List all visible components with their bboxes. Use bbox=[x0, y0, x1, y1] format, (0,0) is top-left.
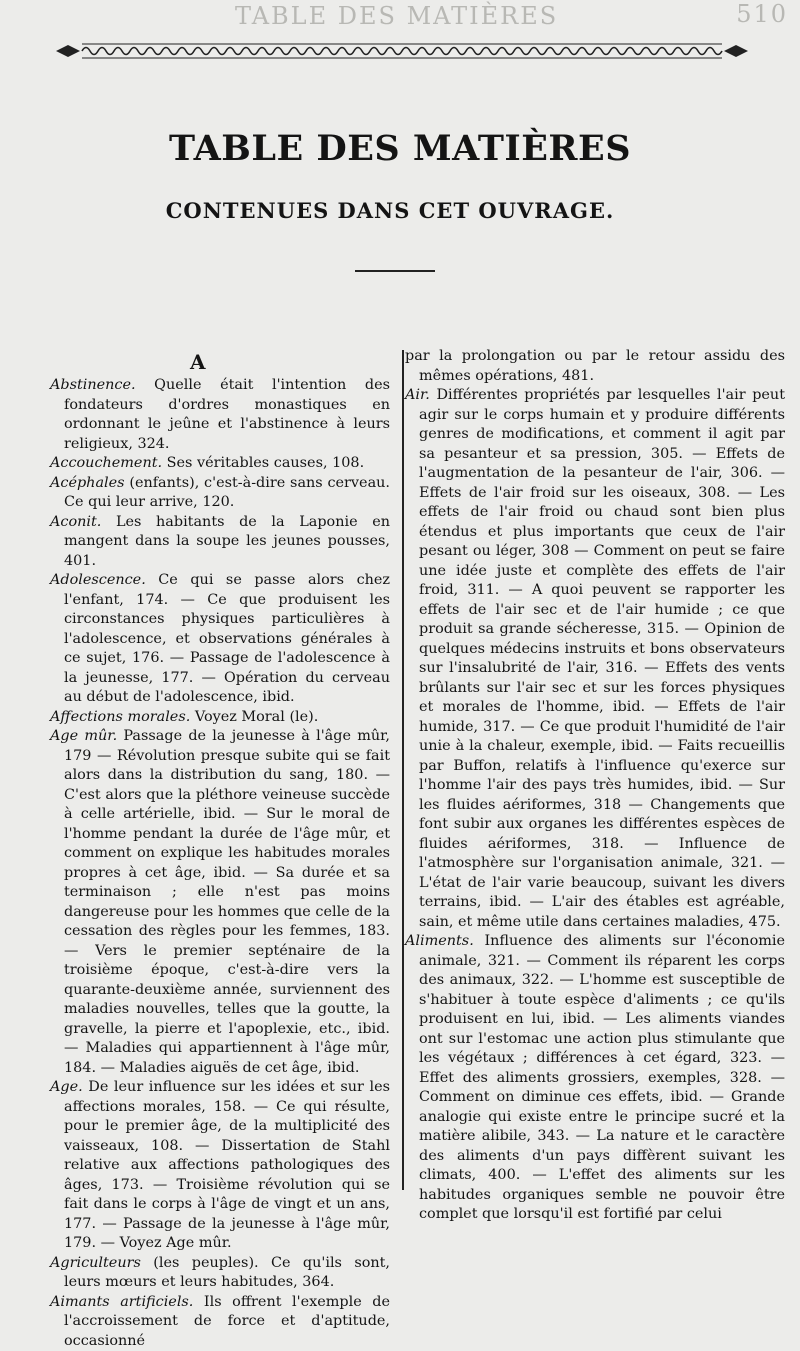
entry-head: Aliments. bbox=[405, 933, 474, 949]
bleed-through-page-number: 510 bbox=[736, 0, 788, 28]
index-entry bbox=[50, 571, 390, 708]
left-column bbox=[50, 376, 390, 1351]
entry-text: Voyez Moral (le). bbox=[190, 709, 318, 725]
entry-text: Ils offrent l'exemple de l'accroissement de force et d'aptitude, occasionné bbox=[64, 1294, 390, 1349]
decorative-border bbox=[52, 40, 752, 62]
page-title: TABLE DES MATIÈRES bbox=[0, 128, 800, 169]
index-entry bbox=[50, 708, 390, 728]
entry-text: De leur influence sur les idées et sur les affections morales, 158. — Ce qui résulte, pour le premier âge, de la multiplicité des vaisseaux, 108. — Dissertation de Stahl relative aux affections pathologiques des âges, 173. — Troisième révolution qui se fait dans le corps à l'âge de vingt et un ans, 177. — Passage de la jeunesse à l'âge mûr, 179. — Voyez Age mûr. bbox=[64, 1079, 390, 1251]
entry-text: Ses véritables causes, 108. bbox=[162, 455, 364, 471]
index-entry bbox=[50, 513, 390, 572]
index-entry bbox=[50, 376, 390, 454]
entry-text: Ce qui se passe alors chez l'enfant, 174. — Ce que produisent les circonstances physiques particulières à l'adolescence, et observations générales à ce sujet, 176. — Passage de l'adolescence à la jeunesse, 177. — Opération du cerveau au début de l'adolescence, ibid. bbox=[64, 572, 390, 705]
entry-head: Aconit. bbox=[50, 514, 101, 530]
index-entry bbox=[50, 1078, 390, 1254]
entry-text: Les habitants de la Laponie en mangent dans la soupe les jeunes pousses, 401. bbox=[64, 514, 390, 569]
entry-head: Agriculteurs bbox=[50, 1255, 141, 1271]
entry-head: Acéphales bbox=[50, 475, 125, 491]
entry-head: Aimants artificiels. bbox=[50, 1294, 193, 1310]
title-rule bbox=[355, 270, 435, 272]
index-entry bbox=[50, 1254, 390, 1293]
entry-text: Passage de la jeunesse à l'âge mûr, 179 — Révolution presque subite qui se fait alors dans la distribution du sang, 180. — C'est alors que la pléthore veineuse succède à celle artérielle, ibid. — Sur le moral de l'homme pendant la durée de l'âge mûr, et comment on explique les habitudes morales propres à cet âge, ibid. — Sa durée et sa terminaison ; elle n'est pas moins dangereuse pour les hommes que celle de la cessation des règles pour les femmes, 183. — Vers le premier septénaire de la troisième époque, c'est-à-dire vers la quarante-deuxième année, surviennent des maladies nouvelles, telles que la goutte, la gravelle, la pierre et l'apoplexie, etc., ibid. — Maladies qui appartiennent à l'âge mûr, 184. — Maladies aiguës de cet âge, ibid. bbox=[64, 728, 390, 1076]
entry-head: Air. bbox=[405, 387, 430, 403]
entry-continuation: par la prolongation ou par le retour assidu des mêmes opérations, 481. bbox=[405, 347, 785, 386]
entry-text: Quelle était l'intention des fondateurs d'ordres monastiques en ordonnant le jeûne et l'abstinence à leurs religieux, 324. bbox=[64, 377, 390, 452]
index-entry bbox=[50, 454, 390, 474]
index-entry bbox=[50, 474, 390, 513]
entry-text: Différentes propriétés par lesquelles l'air peut agir sur le corps humain et y produire différents genres de modifications, et comment il agit par sa pesanteur et sa pression, 305. — Effets de l'augmentation de la pesanteur de l'air, 306. — Effets de l'air froid sur les oiseaux, 308. — Les effets de l'air froid ou chaud sont bien plus étendus et plus importants que ceux de l'air pesant ou léger, 308 — Comment on peut se faire une idée juste et complète des effets de l'air froid, 311. — A quoi peuvent se rapporter les effets de l'air sec et de l'air humide ; ce que produit sa grande sécheresse, 315. — Opinion de quelques médecins instruits et bons observateurs sur l'insalubrité de l'air, 316. — Effets des vents brûlants sur l'air sec et sur les forces physiques et morales de l'homme, ibid. — Effets de l'air humide, 317. — Ce que produit l'humidité de l'air unie à la chaleur, exemple, ibid. — Faits recueillis par Buffon, relatifs à l'influence qu'exerce sur l'homme l'air des pays très humides, ibid. — Sur les fluides aériformes, 318 — Changements que font subir aux organes les différentes espèces de fluides aériformes, 318. — Influence de l'atmosphère sur l'organisation animale, 321. — L'état de l'air varie beaucoup, suivant les divers terrains, ibid. — L'air des étables est agréable, sain, et même utile dans certaines maladies, 475. bbox=[419, 387, 785, 930]
entry-text: (les peuples). Ce qu'ils sont, leurs mœurs et leurs habitudes, 364. bbox=[64, 1255, 390, 1291]
section-letter: A bbox=[190, 350, 206, 374]
page-subtitle: CONTENUES DANS CET OUVRAGE. bbox=[0, 198, 780, 223]
entry-head: Adolescence. bbox=[50, 572, 146, 588]
entry-head: Accouchement. bbox=[50, 455, 162, 471]
entry-text: Influence des aliments sur l'économie animale, 321. — Comment ils réparent les corps des animaux, 322. — L'homme est susceptible de s'habituer à toute espèce d'aliments ; ce qu'ils produisent en lui, ibid. — Les aliments viandes ont sur l'estomac une action plus stimulante que les végétaux ; différences à cet égard, 323. — Effet des aliments grossiers, exemples, 328. — Comment on diminue ces effets, ibid. — Grande analogie qui existe entre le principe sucré et la matière alibile, 343. — La nature et le caractère des aliments d'un pays diffèrent suivant les climats, 400. — L'effet des aliments sur les habitudes organiques semble ne pouvoir être complet que lorsqu'il est fortifié par celui bbox=[419, 933, 785, 1222]
entry-head: Age. bbox=[50, 1079, 83, 1095]
entry-text: (enfants), c'est-à-dire sans cerveau. Ce qui leur arrive, 120. bbox=[64, 475, 390, 511]
column-divider bbox=[402, 350, 404, 1190]
entry-head: Abstinence. bbox=[50, 377, 136, 393]
entry-head: Age mûr. bbox=[50, 728, 117, 744]
index-entry bbox=[405, 386, 785, 932]
bleed-through-header: TABLE DES MATIÈRES bbox=[235, 2, 558, 30]
entry-head: Affections morales. bbox=[50, 709, 190, 725]
right-column bbox=[405, 347, 785, 1225]
index-entry bbox=[50, 1293, 390, 1351]
index-entry bbox=[405, 932, 785, 1225]
index-entry bbox=[50, 727, 390, 1078]
